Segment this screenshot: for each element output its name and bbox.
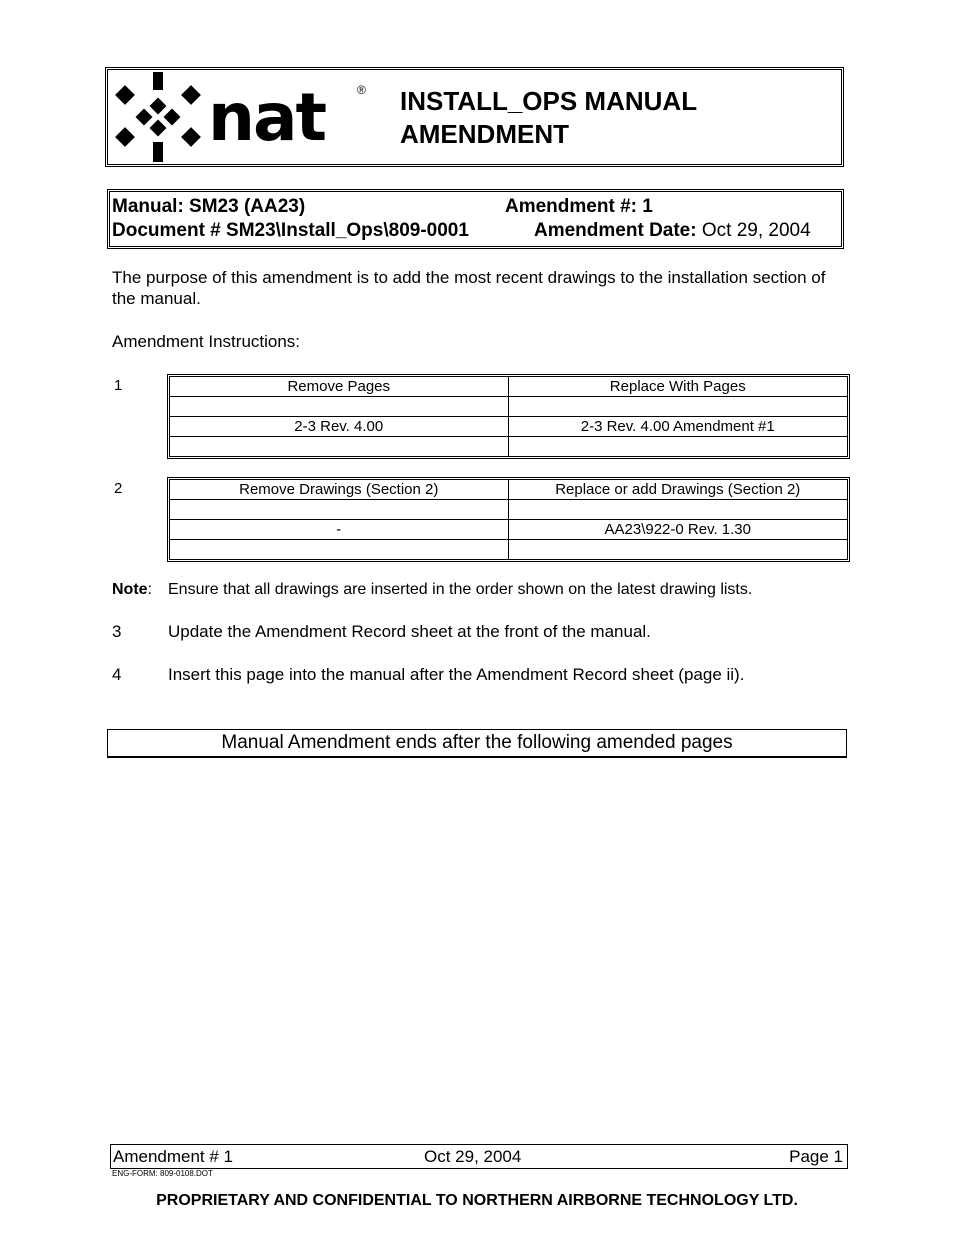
nat-logo xyxy=(112,70,374,164)
footer-box xyxy=(110,1144,848,1169)
remove-pages-table xyxy=(167,374,850,459)
step-3-text: Update the Amendment Record sheet at the front of the manual. xyxy=(168,622,651,641)
table-row xyxy=(170,540,847,559)
table-header-row xyxy=(170,377,847,397)
table-cell: 2-3 Rev. 4.00 xyxy=(170,417,509,437)
note-text: Ensure that all drawings are inserted in the order shown on the latest drawing lists. xyxy=(168,581,753,598)
table-cell xyxy=(509,540,848,559)
table-cell xyxy=(170,500,509,520)
table-cell: 2-3 Rev. 4.00 Amendment #1 xyxy=(509,417,848,437)
footer-date: Oct 29, 2004 xyxy=(424,1147,522,1166)
footer-page: Page 1 xyxy=(789,1147,843,1166)
step-4-text: Insert this page into the manual after the Amendment Record sheet (page ii). xyxy=(168,665,745,684)
table-header-cell: Replace or add Drawings (Section 2) xyxy=(509,480,848,500)
table-header-row xyxy=(170,480,847,500)
amendment-date-value: Oct 29, 2004 xyxy=(701,220,811,241)
table-header-cell: Remove Drawings (Section 2) xyxy=(170,480,509,500)
table-cell: AA23\922-0 Rev. 1.30 xyxy=(509,520,848,540)
document-label: Document # SM23\Install_Ops\809-0001 xyxy=(112,220,469,241)
step-4-number: 4 xyxy=(112,665,122,684)
table-row xyxy=(170,500,847,520)
table-row xyxy=(170,417,847,437)
table-row xyxy=(170,437,847,456)
note-label xyxy=(112,581,152,599)
amendment-ends-banner: Manual Amendment ends after the following amended pages xyxy=(107,729,847,758)
amendment-number-label: Amendment #: 1 xyxy=(505,196,653,217)
proprietary-notice: PROPRIETARY AND CONFIDENTIAL TO NORTHERN AIRBORNE TECHNOLOGY LTD. xyxy=(156,1192,798,1209)
table-cell xyxy=(170,397,509,417)
table-header-cell: Remove Pages xyxy=(170,377,509,397)
note-label-text: Note xyxy=(112,581,148,598)
table-cell: - xyxy=(170,520,509,540)
table-cell xyxy=(509,437,848,456)
manual-label: Manual: SM23 (AA23) xyxy=(112,196,306,217)
footer-amendment: Amendment # 1 xyxy=(113,1147,234,1166)
registered-mark: ® xyxy=(357,83,366,97)
star-icon xyxy=(115,72,201,162)
remove-drawings-table xyxy=(167,477,850,562)
step-3-number: 3 xyxy=(112,622,122,641)
instructions-heading: Amendment Instructions: xyxy=(112,332,301,351)
form-code: ENG-FORM: 809-0108.DOT xyxy=(112,1169,213,1178)
page-title-line1: INSTALL_OPS MANUAL xyxy=(400,86,698,116)
table-row xyxy=(170,397,847,417)
page-title-line2: AMENDMENT xyxy=(400,119,569,149)
purpose-paragraph: The purpose of this amendment is to add the most recent drawings to the installation section of the manual. xyxy=(112,268,826,308)
table-cell xyxy=(170,437,509,456)
logo-wordmark: nat xyxy=(208,79,326,156)
table-row xyxy=(170,520,847,540)
table-cell xyxy=(509,397,848,417)
step-1-number: 1 xyxy=(114,377,123,394)
amendment-date xyxy=(534,219,811,243)
table-cell xyxy=(170,540,509,559)
amendment-date-label: Amendment Date: xyxy=(534,220,697,241)
note-colon: : xyxy=(147,581,153,598)
step-2-number: 2 xyxy=(114,480,123,497)
table-cell xyxy=(509,500,848,520)
table-header-cell: Replace With Pages xyxy=(509,377,848,397)
